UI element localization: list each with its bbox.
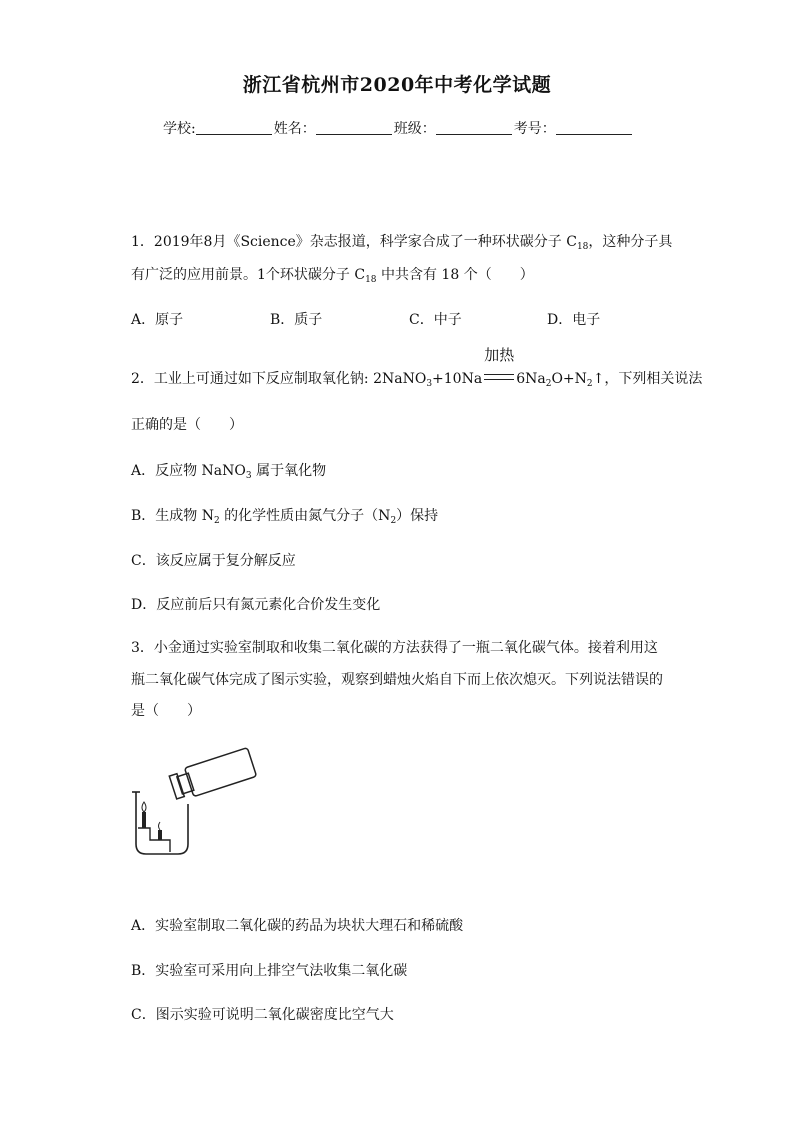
q3-line-1: 3．小金通过实验室制取和收集二氧化碳的方法获得了一瓶二氧化碳气体。接着利用这 [131, 640, 658, 656]
q2-text-e: ↑，下列相关说法 [592, 371, 703, 387]
q3-line-2: 瓶二氧化碳气体完成了图示实验，观察到蜡烛火焰自下而上依次熄灭。下列说法错误的 [131, 672, 663, 688]
gas-bottle-icon [168, 748, 256, 802]
q1-option-b[interactable]: B．质子 [270, 312, 323, 328]
q2-line-1 [131, 346, 703, 394]
q1-option-a[interactable]: A．原子 [131, 312, 184, 328]
q2-subscript-a: 3 [426, 379, 433, 389]
q3-option-c[interactable]: C．图示实验可说明二氧化碳密度比空气大 [131, 1007, 394, 1023]
condition-label: 加热 [484, 346, 515, 364]
q2-text-a: 2．工业上可通过如下反应制取氧化钠: 2NaNO [131, 371, 427, 387]
q2-text-d: O+N [551, 371, 587, 387]
q2-subscript-b: 2 [545, 379, 552, 389]
q1-subscript-2: 18 [365, 275, 377, 285]
q2-optA-text: A．反应物 NaNO [131, 463, 246, 479]
q2-optB-text-b: 的化学性质由氮气分子（N [219, 508, 391, 524]
q2-option-a[interactable] [131, 460, 326, 481]
page-title: 浙江省杭州市2020年中考化学试题 [242, 74, 552, 96]
school-blank[interactable] [196, 120, 272, 135]
q3-line-3: 是（ ） [131, 703, 201, 719]
number-label: 考号： [513, 121, 556, 137]
name-label: 姓名： [273, 121, 316, 137]
q1-text-a: 1．2019年8月《Science》杂志报道，科学家合成了一种环状碳分子 C [131, 234, 577, 250]
number-blank[interactable] [556, 120, 632, 135]
q1-line-2 [131, 265, 534, 290]
name-blank[interactable] [316, 120, 392, 135]
q2-line-2: 正确的是（ ） [131, 417, 243, 433]
q2-text-b: +10Na [432, 371, 483, 387]
q1-option-d[interactable]: D．电子 [547, 312, 601, 328]
co2-candle-experiment-figure [128, 744, 268, 864]
q2-subscript-c: 2 [586, 379, 593, 389]
q2-optB-sub1: 2 [214, 516, 220, 526]
q1-line-1 [131, 232, 672, 257]
q1-text-c: 有广泛的应用前景。1个环状碳分子 C [131, 267, 366, 283]
q1-text-b: ，这种分子具 [588, 234, 673, 250]
equals-sign [484, 374, 514, 380]
q3-option-b[interactable]: B．实验室可采用向上排空气法收集二氧化碳 [131, 963, 408, 979]
candle-icon [142, 802, 162, 840]
q2-optB-text-c: ）保持 [396, 508, 439, 524]
q2-optA-text-b: 属于氧化物 [251, 463, 327, 479]
q2-optA-sub: 3 [245, 471, 252, 481]
q1-subscript: 18 [576, 242, 589, 252]
q2-option-c[interactable]: C．该反应属于复分解反应 [131, 553, 296, 569]
q3-option-a[interactable]: A．实验室制取二氧化碳的药品为块状大理石和稀硫酸 [131, 918, 464, 934]
q2-text-c: 6Na [516, 371, 546, 387]
step-platform-icon [138, 828, 170, 852]
student-info-line [163, 118, 634, 138]
class-label: 班级： [393, 121, 436, 137]
q2-optB-text: B．生成物 N [131, 508, 214, 524]
class-blank[interactable] [436, 120, 512, 135]
q1-option-c[interactable]: C．中子 [409, 312, 462, 328]
q1-text-d: 中共含有 18 个（ ） [376, 267, 534, 283]
q2-option-b[interactable] [131, 505, 438, 526]
q2-optB-sub2: 2 [390, 516, 397, 526]
q2-option-d[interactable]: D．反应前后只有氮元素化合价发生变化 [131, 597, 381, 613]
school-label: 学校: [163, 121, 196, 137]
reaction-condition [484, 346, 515, 389]
